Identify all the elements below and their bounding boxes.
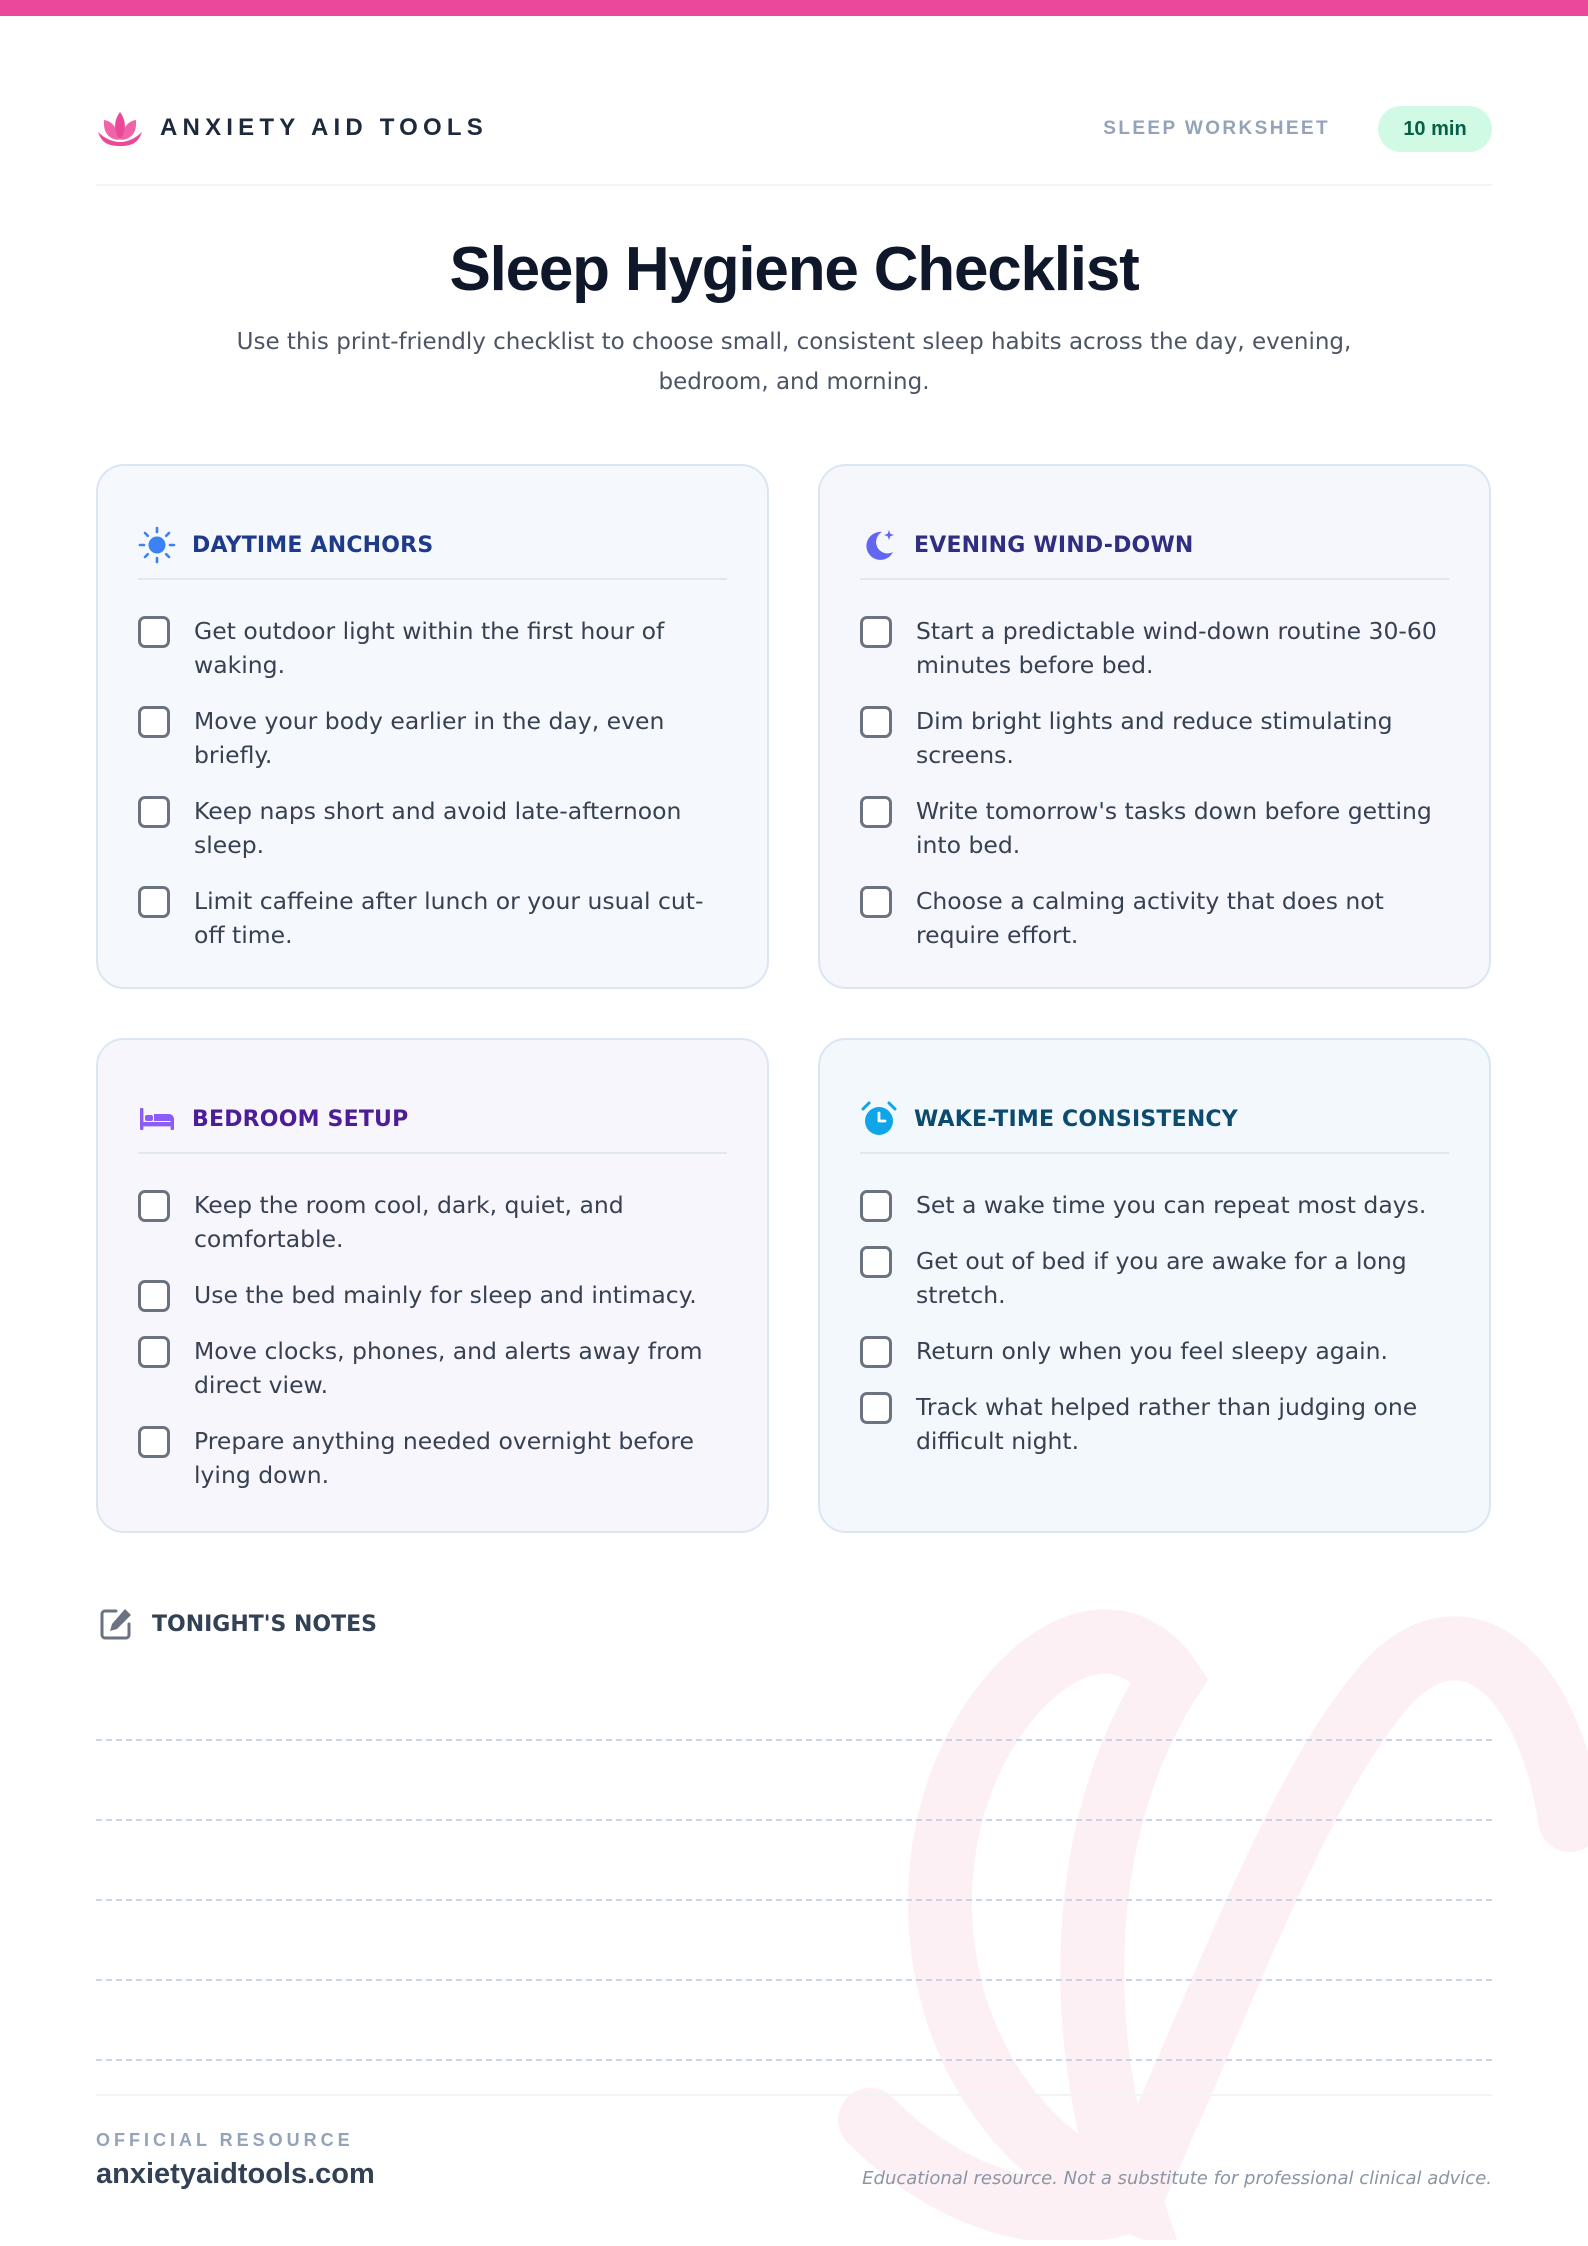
bed-icon xyxy=(138,1100,176,1138)
note-line[interactable] xyxy=(96,1979,1492,1981)
checklist-item[interactable] xyxy=(860,1188,1449,1222)
section-card-daytime-anchors xyxy=(96,464,769,989)
checklist-item-text: Keep the room cool, dark, quiet, and comfortable. xyxy=(194,1191,624,1253)
section-header xyxy=(138,466,727,580)
section-card-bedroom-setup xyxy=(96,1038,769,1533)
note-line[interactable] xyxy=(96,1899,1492,1901)
checkbox[interactable] xyxy=(138,1336,170,1368)
section-title: BEDROOM SETUP xyxy=(192,1106,409,1132)
checklist-item-text: Get outdoor light within the first hour of waking. xyxy=(194,617,665,679)
lotus-icon xyxy=(96,108,144,148)
checklist-item-text: Limit caffeine after lunch or your usual cut-off time. xyxy=(194,887,704,949)
alarm-clock-icon xyxy=(860,1100,898,1138)
checklist-item[interactable] xyxy=(860,794,1449,862)
checklist-item[interactable] xyxy=(860,1334,1449,1368)
footer-disclaimer: Educational resource. Not a substitute for professional clinical advice. xyxy=(862,2168,1492,2189)
checkbox[interactable] xyxy=(138,1280,170,1312)
edit-icon xyxy=(96,1604,136,1644)
checklist-item[interactable] xyxy=(860,1244,1449,1312)
checklist-item[interactable] xyxy=(138,1334,727,1402)
document-type-label: SLEEP WORKSHEET xyxy=(1103,118,1330,139)
duration-badge: 10 min xyxy=(1378,106,1492,152)
top-accent-bar xyxy=(0,0,1588,16)
checklist-item[interactable] xyxy=(138,704,727,772)
checklist-item-text: Track what helped rather than judging one difficult night. xyxy=(916,1393,1418,1455)
checklist-item-text: Set a wake time you can repeat most days. xyxy=(916,1191,1427,1219)
checklist xyxy=(860,580,1449,952)
checklist-item-text: Dim bright lights and reduce stimulating screens. xyxy=(916,707,1393,769)
checklist-item[interactable] xyxy=(860,704,1449,772)
checklist-item-text: Write tomorrow's tasks down before getting into bed. xyxy=(916,797,1432,859)
checkbox[interactable] xyxy=(138,796,170,828)
section-header xyxy=(138,1040,727,1154)
brand-name: ANXIETY AID TOOLS xyxy=(160,114,488,141)
footer-divider xyxy=(96,2094,1492,2096)
section-title: WAKE-TIME CONSISTENCY xyxy=(914,1106,1238,1132)
checkbox[interactable] xyxy=(138,1190,170,1222)
checkbox[interactable] xyxy=(860,1336,892,1368)
checklist-item-text: Return only when you feel sleepy again. xyxy=(916,1337,1388,1365)
section-header xyxy=(860,466,1449,580)
checkbox[interactable] xyxy=(860,1190,892,1222)
note-line[interactable] xyxy=(96,1819,1492,1821)
checkbox[interactable] xyxy=(860,1246,892,1278)
section-card-wake-time-consistency xyxy=(818,1038,1491,1533)
sun-icon xyxy=(138,526,176,564)
checklist-item[interactable] xyxy=(138,794,727,862)
checklist-item-text: Start a predictable wind-down routine 30-60 minutes before bed. xyxy=(916,617,1437,679)
notes-header xyxy=(96,1604,377,1644)
checkbox[interactable] xyxy=(138,706,170,738)
checklist xyxy=(138,1154,727,1492)
checkbox[interactable] xyxy=(860,796,892,828)
section-title: EVENING WIND-DOWN xyxy=(914,532,1194,558)
checklist-item[interactable] xyxy=(860,614,1449,682)
page-header xyxy=(96,104,1492,186)
note-line[interactable] xyxy=(96,2059,1492,2061)
checklist xyxy=(860,1154,1449,1458)
checklist xyxy=(138,580,727,952)
checklist-item[interactable] xyxy=(138,884,727,952)
section-card-evening-wind-down xyxy=(818,464,1491,989)
page-title: Sleep Hygiene Checklist xyxy=(449,235,1139,304)
footer-site-link[interactable]: anxietyaidtools.com xyxy=(96,2158,375,2190)
checklist-item[interactable] xyxy=(138,1188,727,1256)
note-line[interactable] xyxy=(96,1739,1492,1741)
checkbox[interactable] xyxy=(138,616,170,648)
moon-icon xyxy=(860,526,898,564)
checklist-item-text: Move clocks, phones, and alerts away from direct view. xyxy=(194,1337,703,1399)
footer-label: OFFICIAL RESOURCE xyxy=(96,2130,354,2150)
section-header xyxy=(860,1040,1449,1154)
checkbox[interactable] xyxy=(138,886,170,918)
checklist-item[interactable] xyxy=(860,884,1449,952)
checklist-item-text: Get out of bed if you are awake for a long stretch. xyxy=(916,1247,1407,1309)
checkbox[interactable] xyxy=(138,1426,170,1458)
checklist-item-text: Move your body earlier in the day, even briefly. xyxy=(194,707,665,769)
checklist-item[interactable] xyxy=(138,1424,727,1492)
page-subtitle: Use this print-friendly checklist to choose small, consistent sleep habits across the day, evening, bedroom, and morning. xyxy=(236,329,1352,395)
checklist-item-text: Prepare anything needed overnight before lying down. xyxy=(194,1427,694,1489)
checkbox[interactable] xyxy=(860,706,892,738)
checkbox[interactable] xyxy=(860,1392,892,1424)
checklist-item[interactable] xyxy=(138,1278,727,1312)
checklist-item[interactable] xyxy=(860,1390,1449,1458)
checklist-item-text: Use the bed mainly for sleep and intimacy. xyxy=(194,1281,697,1309)
checklist-item-text: Keep naps short and avoid late-afternoon sleep. xyxy=(194,797,682,859)
notes-title: TONIGHT'S NOTES xyxy=(152,1611,378,1637)
checkbox[interactable] xyxy=(860,886,892,918)
checkbox[interactable] xyxy=(860,616,892,648)
brand xyxy=(96,108,488,148)
section-title: DAYTIME ANCHORS xyxy=(192,532,434,558)
checklist-item-text: Choose a calming activity that does not require effort. xyxy=(916,887,1384,949)
checklist-item[interactable] xyxy=(138,614,727,682)
